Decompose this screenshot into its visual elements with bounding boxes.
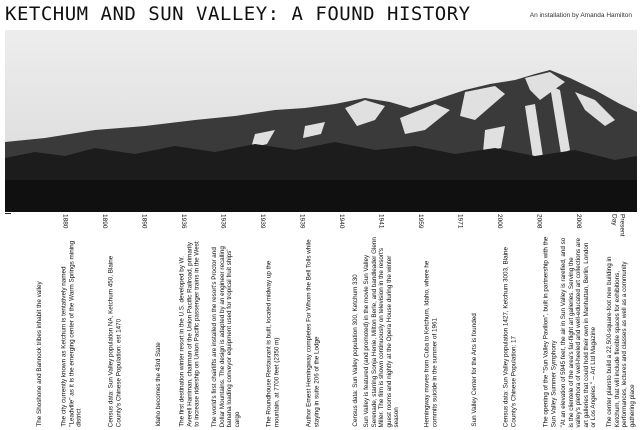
timeline-entry: [242, 212, 282, 427]
timeline-entry: [479, 212, 519, 427]
timeline-entry: [361, 212, 401, 427]
timeline: [5, 212, 637, 427]
timeline-entry: [84, 212, 124, 427]
timeline-entry: [124, 212, 164, 427]
tree-texture: [5, 180, 637, 212]
timeline-year: 1936: [179, 214, 187, 229]
timeline-text: Census data: Sun Valley population 1427, Ketchum 3003, Blaine County's Chinese Population: 17: [502, 246, 517, 427]
timeline-year: 1939: [258, 214, 266, 229]
timeline-entry: [45, 212, 85, 427]
timeline-entry: [282, 212, 322, 427]
timeline-text: The city currently known as Ketchum is tentatively named "Leadville" as it is the emerging center of the Warm Springs mining district: [60, 241, 83, 427]
timeline-year: 1880: [61, 214, 69, 229]
timeline-text: Idaho becomes the 43rd State: [154, 342, 162, 427]
timeline-entry: [5, 212, 45, 427]
timeline-entry: [321, 212, 361, 427]
timeline-year: Present Day: [610, 214, 626, 237]
timeline-year: 1936: [219, 214, 227, 229]
page-title: KETCHUM AND SUN VALLEY: A FOUND HISTORY: [5, 3, 471, 25]
mountain-photo: [5, 30, 637, 212]
timeline-year: 1941: [377, 214, 385, 229]
timeline-entry: [558, 212, 598, 427]
timeline-entry: [203, 212, 243, 427]
timeline-text: The Shoshone and Bannock tribes inhabit the valley: [35, 281, 43, 427]
timeline-year: 1940: [337, 214, 345, 229]
timeline-entry: [519, 212, 559, 427]
timeline-text: "At an elevation of 5945 feet, the air in Sun Valley is rarefied, and so is the clientele of the area's far-flight art galleries. Serving the valley's plethora of well-heeled and well-educated art collections are art galleries that could hold their own in Manhattan, Berlin, London or Los Angeles." -- Art Ltd Magazine: [560, 237, 598, 427]
timeline-text: Census data: Sun Valley population NA, Ketchum 450, Blaine County's Chinese Population: est 1470: [107, 255, 122, 427]
mountain-landscape-image: [5, 30, 637, 212]
timeline-year: 1890: [140, 214, 148, 229]
installation-credit: An installation by Amanda Hamilton: [529, 12, 632, 19]
timeline-text: Sun Valley Center for the Arts is founded: [470, 313, 478, 427]
timeline-entry: [163, 212, 203, 427]
timeline-year: 1959: [416, 214, 424, 229]
timeline-year: 1890: [100, 214, 108, 229]
timeline-year: 2008: [535, 214, 543, 229]
timeline-text: The opening of the "Sun Valley Pavilion", built in partnership with the Sun Valley Summer Symphony: [541, 236, 557, 427]
timeline-entry: [440, 212, 480, 427]
timeline-text: Author Ernest Hemingway completes For Whom the Bell Tolls while staying in suite 206 of the Lodge: [304, 239, 320, 427]
timeline-year: 1971: [456, 214, 464, 229]
timeline-entry: [400, 212, 440, 427]
timeline-text: Hemingway moves from Cuba to Ketchum, Idaho, where he commits suicide in the summer of 1961: [423, 260, 438, 427]
timeline-text: Sun Valley is featured (and promoted) in the movie Sun Valley Serenade, starring Sonja Henie, Milton Berle, and bandleader Glenn Miller. The film is shown continuously on television in the resort's guest rooms and nightly at the Opera House during the winter season: [362, 236, 400, 427]
timeline-entry: [598, 212, 638, 427]
timeline-year: 2008: [574, 214, 582, 229]
timeline-text: The first destination winter resort in the U.S. developed by W. Averell Harriman, chairman of the Union Pacific Railroad, primarily to increase ridership on Union Pacific passenger trains in the West: [178, 241, 201, 427]
timeline-text: The center plansto build a 22,500-square-foot new building in Ketchum, that will include flexible spaces for exhibitions, performances, lectures and classes as well as a community gathering place: [605, 256, 636, 427]
timeline-year: 2000: [495, 214, 503, 229]
timeline-text: The world's first chairlifts are installed on the resort's Proctor and Dollar Mountains. The design is adapted by an engineer recalling banana loading conveyor equipment used for tropical fruit ships' cargo: [210, 245, 241, 427]
timeline-text: The Roundhouse Restaurant is built, located midway up the mountain, at 7700 feet (2350 m): [265, 260, 280, 427]
timeline-text: Census data: Sun Valley population 300, Ketchum 330: [351, 274, 359, 427]
timeline-year: 1939: [298, 214, 306, 229]
